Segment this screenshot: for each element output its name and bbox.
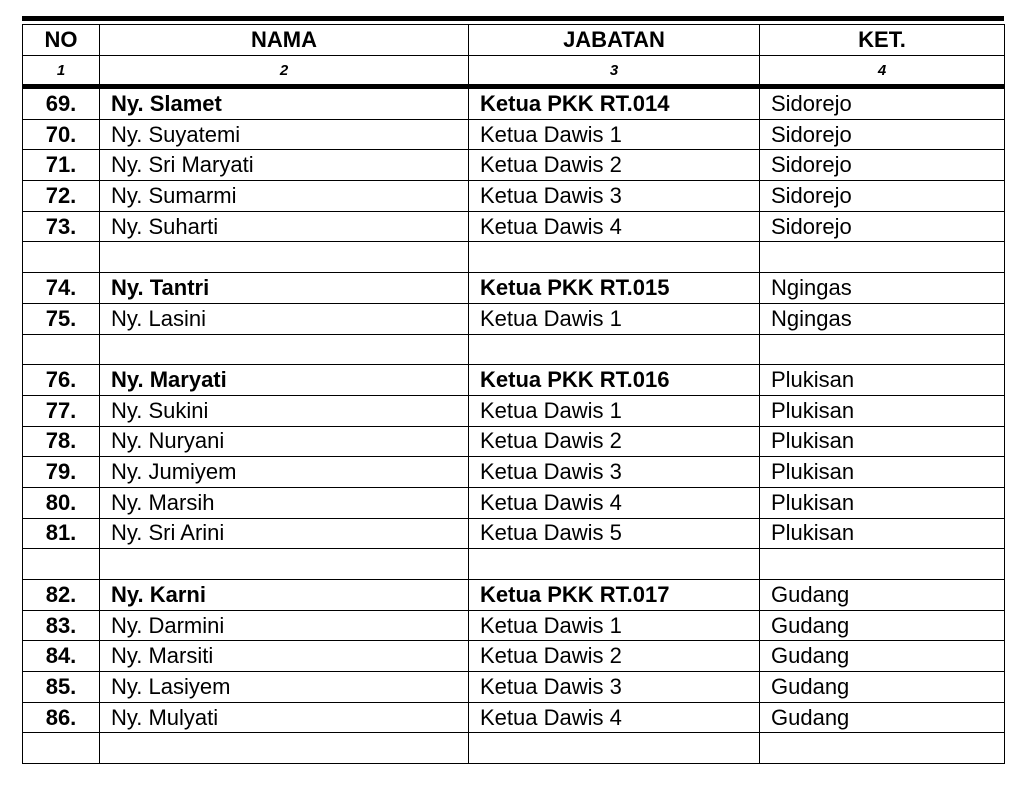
table-header-row — [23, 25, 1005, 56]
cell-no: 83. — [23, 610, 100, 641]
cell-ket — [760, 733, 1005, 764]
cell-no — [23, 549, 100, 580]
cell-jabatan: Ketua Dawis 3 — [469, 672, 760, 703]
cell-no: 76. — [23, 365, 100, 396]
cell-ket: Plukisan — [760, 365, 1005, 396]
cell-nama — [100, 733, 469, 764]
table-row — [23, 242, 1005, 273]
cell-jabatan: Ketua PKK RT.017 — [469, 580, 760, 611]
member-table — [22, 24, 1005, 764]
cell-nama: Ny. Darmini — [100, 610, 469, 641]
table-row — [23, 549, 1005, 580]
table-row — [23, 211, 1005, 242]
cell-jabatan: Ketua Dawis 4 — [469, 211, 760, 242]
cell-nama: Ny. Karni — [100, 580, 469, 611]
cell-nama: Ny. Jumiyem — [100, 457, 469, 488]
cell-nama: Ny. Sri Arini — [100, 518, 469, 549]
cell-jabatan — [469, 549, 760, 580]
cell-ket: Plukisan — [760, 426, 1005, 457]
cell-ket: Plukisan — [760, 487, 1005, 518]
cell-no: 78. — [23, 426, 100, 457]
cell-nama: Ny. Slamet — [100, 87, 469, 120]
cell-no: 82. — [23, 580, 100, 611]
cell-jabatan — [469, 334, 760, 365]
cell-nama — [100, 549, 469, 580]
cell-ket: Sidorejo — [760, 87, 1005, 120]
table-row — [23, 303, 1005, 334]
cell-nama: Ny. Suharti — [100, 211, 469, 242]
cell-ket: Plukisan — [760, 395, 1005, 426]
cell-jabatan: Ketua Dawis 5 — [469, 518, 760, 549]
column-number-3: 3 — [469, 56, 760, 87]
cell-ket — [760, 334, 1005, 365]
column-number-1: 1 — [23, 56, 100, 87]
cell-no: 79. — [23, 457, 100, 488]
cell-ket: Ngingas — [760, 273, 1005, 304]
cell-no: 80. — [23, 487, 100, 518]
table-row — [23, 702, 1005, 733]
cell-ket — [760, 242, 1005, 273]
cell-ket: Gudang — [760, 610, 1005, 641]
cell-no: 71. — [23, 150, 100, 181]
cell-jabatan: Ketua Dawis 1 — [469, 119, 760, 150]
cell-nama: Ny. Sukini — [100, 395, 469, 426]
cell-ket: Gudang — [760, 702, 1005, 733]
cell-no — [23, 733, 100, 764]
cell-ket: Gudang — [760, 580, 1005, 611]
cell-jabatan: Ketua Dawis 2 — [469, 641, 760, 672]
cell-nama: Ny. Nuryani — [100, 426, 469, 457]
cell-nama: Ny. Lasiyem — [100, 672, 469, 703]
cell-no: 69. — [23, 87, 100, 120]
cell-no: 85. — [23, 672, 100, 703]
cell-nama: Ny. Marsih — [100, 487, 469, 518]
table-row — [23, 365, 1005, 396]
cell-nama — [100, 242, 469, 273]
table-row — [23, 733, 1005, 764]
cell-nama: Ny. Suyatemi — [100, 119, 469, 150]
table-row — [23, 273, 1005, 304]
table-row — [23, 580, 1005, 611]
cell-jabatan: Ketua Dawis 2 — [469, 426, 760, 457]
table-row — [23, 150, 1005, 181]
cell-nama: Ny. Maryati — [100, 365, 469, 396]
cell-no: 84. — [23, 641, 100, 672]
cell-no: 74. — [23, 273, 100, 304]
cell-jabatan: Ketua Dawis 1 — [469, 303, 760, 334]
top-rule — [22, 16, 1004, 21]
cell-nama: Ny. Tantri — [100, 273, 469, 304]
cell-jabatan: Ketua Dawis 1 — [469, 610, 760, 641]
table-row — [23, 181, 1005, 212]
table-row — [23, 641, 1005, 672]
table-row — [23, 518, 1005, 549]
cell-jabatan — [469, 242, 760, 273]
cell-jabatan: Ketua Dawis 3 — [469, 457, 760, 488]
cell-ket: Sidorejo — [760, 181, 1005, 212]
cell-no: 86. — [23, 702, 100, 733]
cell-ket: Gudang — [760, 641, 1005, 672]
cell-no — [23, 242, 100, 273]
cell-nama: Ny. Sumarmi — [100, 181, 469, 212]
cell-nama: Ny. Sri Maryati — [100, 150, 469, 181]
table-row — [23, 119, 1005, 150]
cell-nama: Ny. Lasini — [100, 303, 469, 334]
cell-ket: Plukisan — [760, 457, 1005, 488]
table-row — [23, 672, 1005, 703]
cell-jabatan: Ketua Dawis 4 — [469, 487, 760, 518]
cell-nama: Ny. Mulyati — [100, 702, 469, 733]
cell-jabatan — [469, 733, 760, 764]
cell-jabatan: Ketua PKK RT.014 — [469, 87, 760, 120]
header-jabatan: JABATAN — [469, 25, 760, 56]
table-row — [23, 610, 1005, 641]
table-row — [23, 426, 1005, 457]
cell-no — [23, 334, 100, 365]
cell-nama: Ny. Marsiti — [100, 641, 469, 672]
cell-no: 75. — [23, 303, 100, 334]
cell-ket: Plukisan — [760, 518, 1005, 549]
cell-ket — [760, 549, 1005, 580]
column-number-2: 2 — [100, 56, 469, 87]
cell-jabatan: Ketua Dawis 2 — [469, 150, 760, 181]
cell-ket: Ngingas — [760, 303, 1005, 334]
cell-jabatan: Ketua Dawis 1 — [469, 395, 760, 426]
cell-jabatan: Ketua Dawis 4 — [469, 702, 760, 733]
table-row — [23, 334, 1005, 365]
table-body — [23, 87, 1005, 764]
cell-jabatan: Ketua Dawis 3 — [469, 181, 760, 212]
cell-no: 72. — [23, 181, 100, 212]
cell-no: 81. — [23, 518, 100, 549]
header-ket: KET. — [760, 25, 1005, 56]
cell-nama — [100, 334, 469, 365]
table-row — [23, 395, 1005, 426]
cell-jabatan: Ketua PKK RT.016 — [469, 365, 760, 396]
cell-no: 73. — [23, 211, 100, 242]
cell-ket: Sidorejo — [760, 119, 1005, 150]
cell-no: 77. — [23, 395, 100, 426]
cell-ket: Sidorejo — [760, 150, 1005, 181]
column-number-4: 4 — [760, 56, 1005, 87]
table-row — [23, 87, 1005, 120]
cell-no: 70. — [23, 119, 100, 150]
table-row — [23, 487, 1005, 518]
cell-ket: Sidorejo — [760, 211, 1005, 242]
column-number-row — [23, 56, 1005, 87]
cell-jabatan: Ketua PKK RT.015 — [469, 273, 760, 304]
header-no: NO — [23, 25, 100, 56]
table-row — [23, 457, 1005, 488]
cell-ket: Gudang — [760, 672, 1005, 703]
header-nama: NAMA — [100, 25, 469, 56]
